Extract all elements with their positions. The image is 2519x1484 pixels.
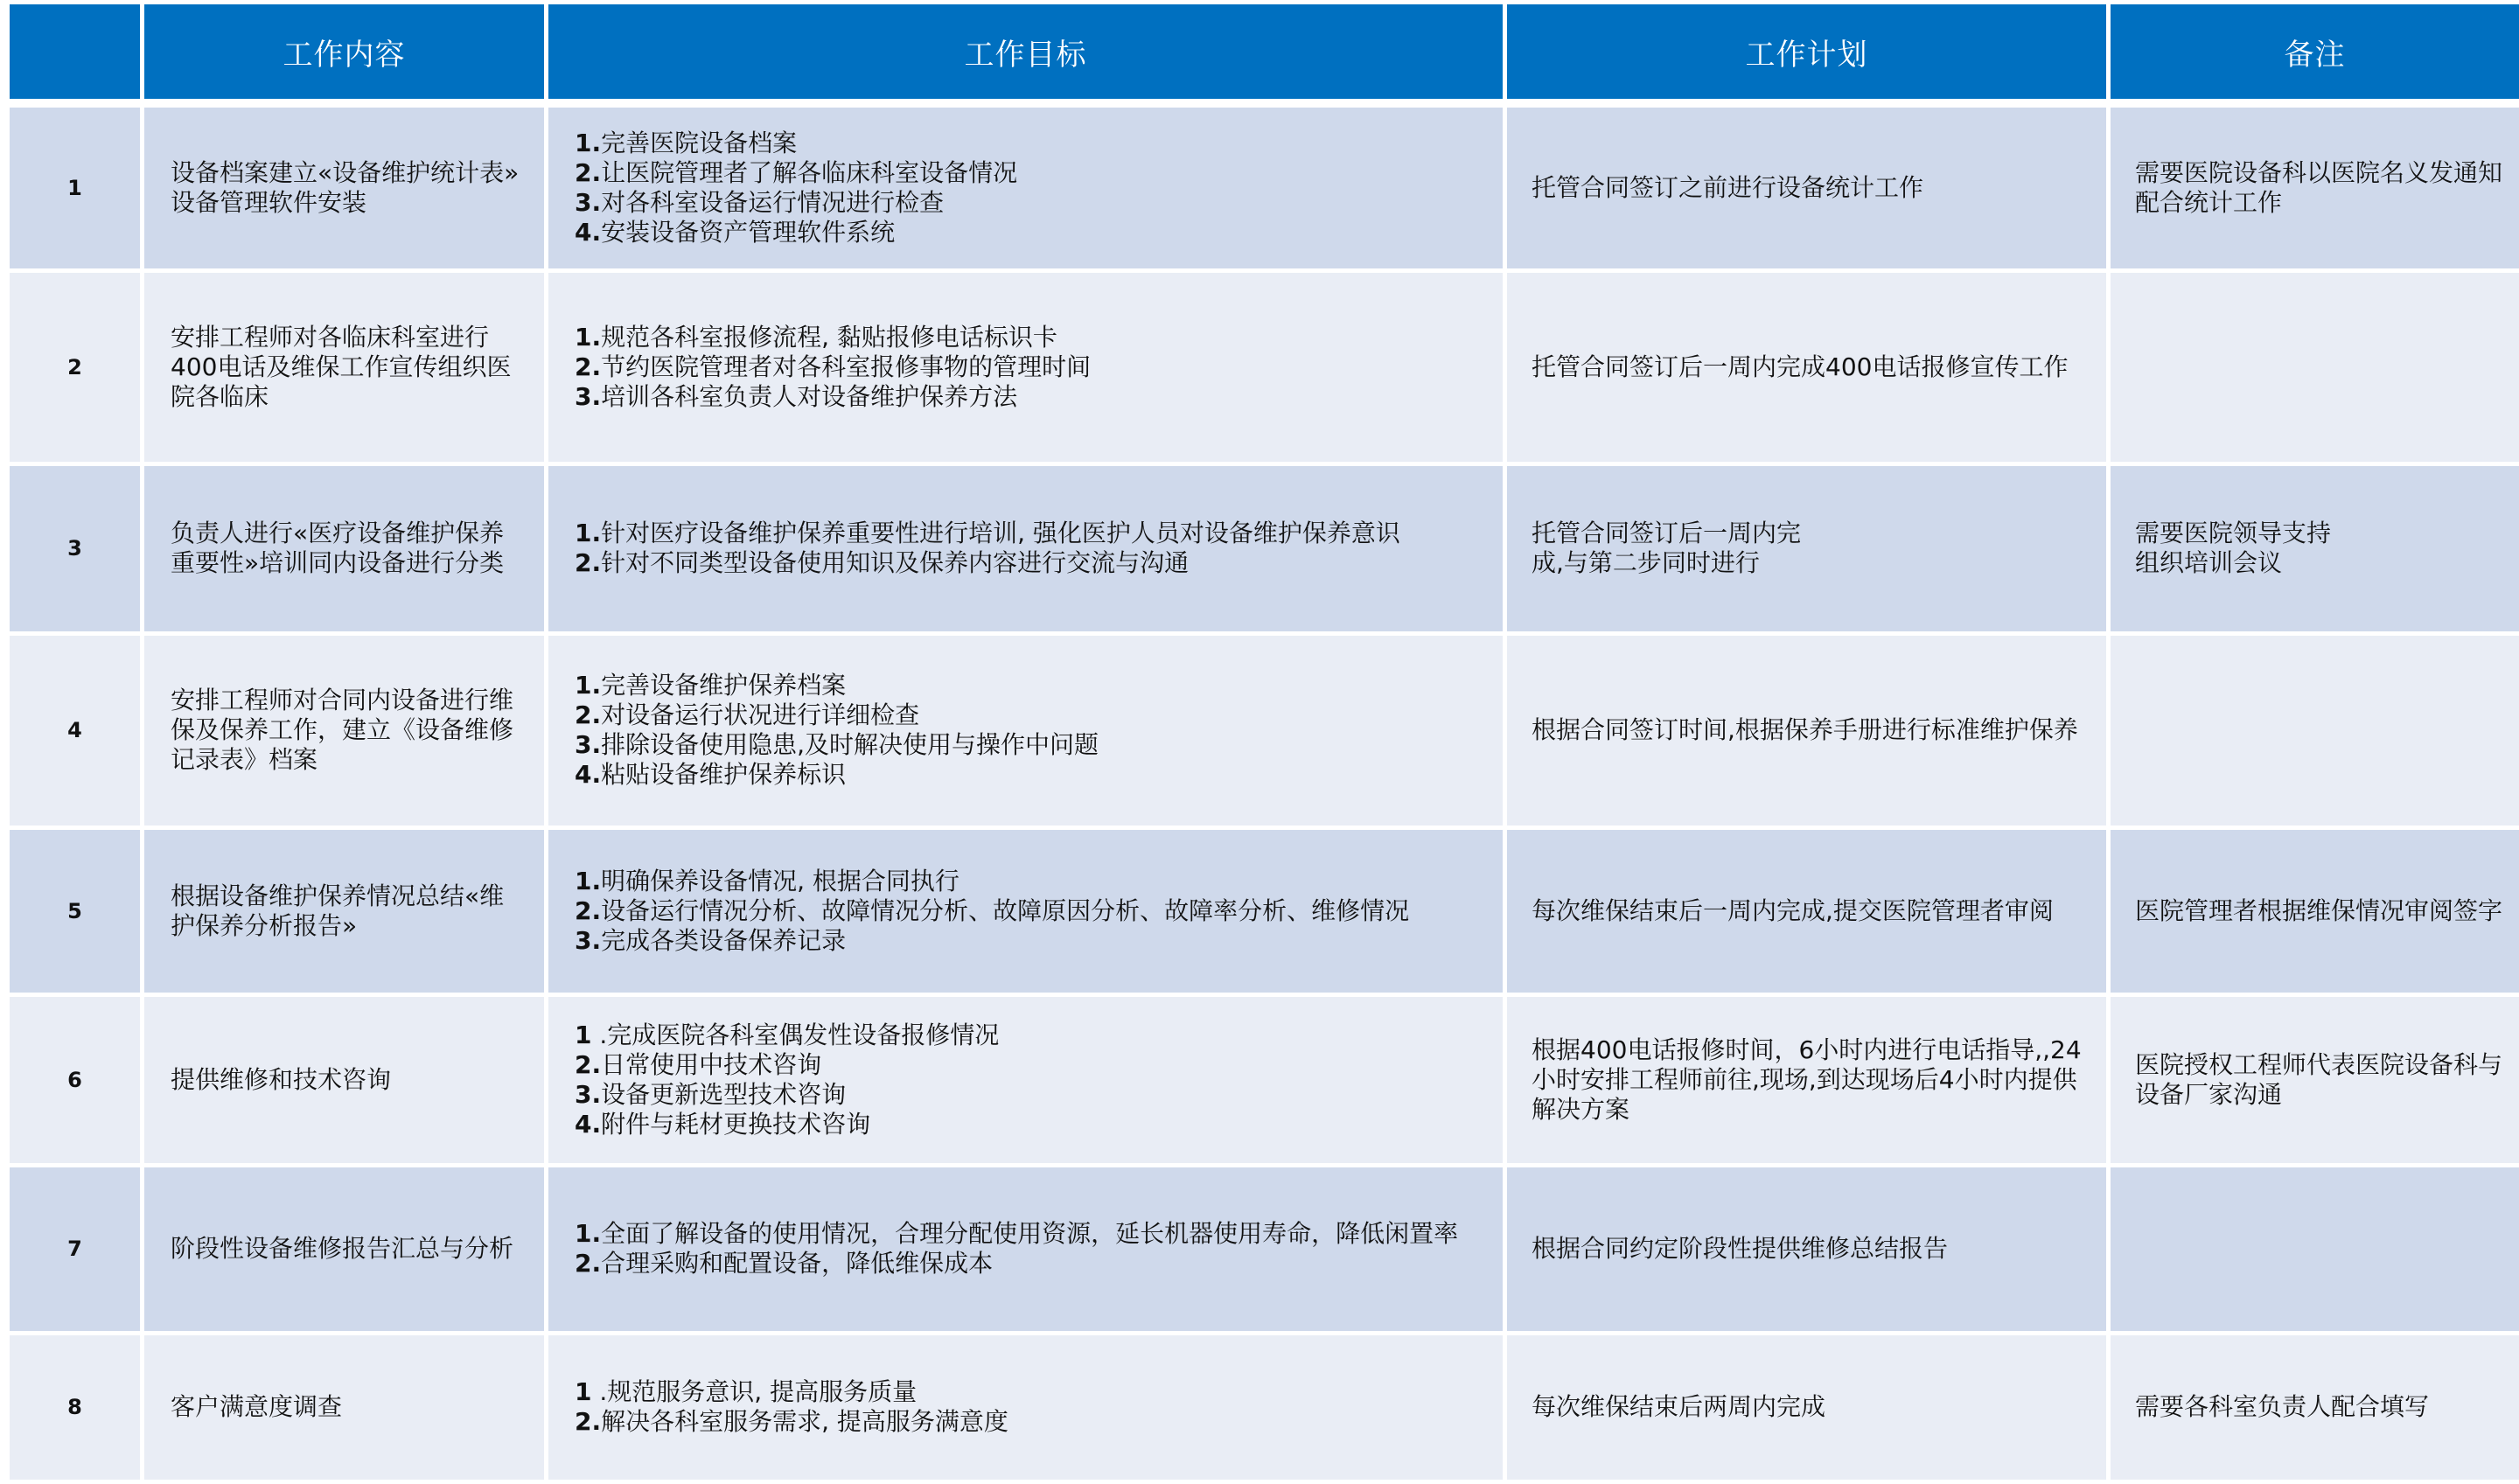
task-line: 根据设备维护保养情况总结«维 (171, 881, 523, 911)
goal-item-text: .完成医院各科室偶发性设备报修情况 (591, 1021, 999, 1049)
goal-item-number: 4. (575, 1110, 601, 1139)
goal-item-text: 日常使用中技术咨询 (601, 1050, 821, 1079)
note-cell (2109, 827, 2519, 994)
task-line: 保及保养工作，建立《设备维修 (171, 715, 523, 745)
table-body (8, 103, 2519, 1481)
task-line: 安排工程师对各临床科室进行 (171, 323, 523, 352)
table-row (8, 270, 2519, 463)
plan-line: 小时安排工程师前往,现场,到达现场后4小时内提供 (1532, 1065, 2089, 1095)
task-cell (143, 270, 547, 463)
note-line: 需要各科室负责人配合填写 (2135, 1392, 2510, 1422)
goal-cell (547, 103, 1505, 270)
goal-item-text: 对设备运行状况进行详细检查 (601, 700, 919, 729)
goal-item-text: 针对医疗设备维护保养重要性进行培训, 强化医护人员对设备维护保养意识 (601, 519, 1400, 547)
goal-item-number: 1. (575, 1219, 601, 1248)
plan-line: 解决方案 (1532, 1095, 2089, 1125)
row-number: 2 (8, 270, 143, 463)
table-row (8, 1333, 2519, 1481)
task-line: 400电话及维保工作宣传组织医 (171, 352, 523, 382)
task-line: 设备管理软件安装 (171, 188, 523, 218)
plan-cell (1505, 633, 2109, 827)
goal-item-text: 明确保养设备情况, 根据合同执行 (601, 867, 959, 895)
goal-item (575, 730, 1485, 760)
goal-item-text: .规范服务意识, 提高服务质量 (591, 1377, 917, 1406)
work-plan-table (5, 0, 2519, 1484)
plan-line: 根据400电话报修时间，6小时内进行电话指导,,24 (1532, 1035, 2089, 1065)
goal-cell (547, 827, 1505, 994)
goal-cell (547, 994, 1505, 1165)
goal-item-text: 规范各科室报修流程, 黏贴报修电话标识卡 (601, 323, 1057, 352)
goal-item-text: 完善医院设备档案 (601, 129, 797, 157)
task-cell (143, 633, 547, 827)
task-line: 设备档案建立«设备维护统计表» (171, 158, 523, 188)
goal-item (575, 158, 1485, 188)
goal-cell (547, 1165, 1505, 1333)
table-row (8, 1165, 2519, 1333)
task-line: 护保养分析报告» (171, 911, 523, 941)
task-cell (143, 1165, 547, 1333)
task-line: 客户满意度调查 (171, 1392, 523, 1422)
goal-item (575, 700, 1485, 730)
goal-cell (547, 463, 1505, 633)
goal-item (575, 926, 1485, 956)
goal-item (575, 129, 1485, 158)
header-row (8, 3, 2519, 104)
goal-item (575, 1219, 1485, 1249)
goal-item (575, 760, 1485, 790)
goal-cell (547, 270, 1505, 463)
header-note: 备注 (2109, 3, 2519, 104)
table-row (8, 633, 2519, 827)
goal-item (575, 352, 1485, 382)
note-line: 医院管理者根据维保情况审阅签字 (2135, 896, 2510, 926)
plan-cell (1505, 1165, 2109, 1333)
note-cell (2109, 994, 2519, 1165)
goal-item-number: 2. (575, 896, 601, 925)
goal-cell (547, 633, 1505, 827)
note-cell (2109, 633, 2519, 827)
task-line: 院各临床 (171, 382, 523, 412)
note-cell (2109, 463, 2519, 633)
header-number (8, 3, 143, 104)
goal-item-number: 1 (575, 1377, 591, 1406)
note-cell (2109, 103, 2519, 270)
note-line: 需要医院设备科以医院名义发通知 (2135, 158, 2510, 188)
goal-item-number: 1. (575, 671, 601, 700)
goal-item-text: 安装设备资产管理软件系统 (601, 218, 895, 247)
goal-item (575, 188, 1485, 218)
goal-item-text: 针对不同类型设备使用知识及保养内容进行交流与沟通 (601, 548, 1189, 577)
goal-item (575, 218, 1485, 247)
row-number: 5 (8, 827, 143, 994)
goal-item-text: 粘贴设备维护保养标识 (601, 760, 846, 789)
goal-item-text: 让医院管理者了解各临床科室设备情况 (601, 158, 1017, 187)
task-cell (143, 463, 547, 633)
plan-cell (1505, 103, 2109, 270)
table-row (8, 463, 2519, 633)
goal-item (575, 519, 1485, 548)
row-number: 1 (8, 103, 143, 270)
task-line: 阶段性设备维修报告汇总与分析 (171, 1234, 523, 1264)
goal-item-text: 附件与耗材更换技术咨询 (601, 1110, 870, 1139)
goal-item (575, 1377, 1485, 1407)
goal-item-text: 合理采购和配置设备，降低维保成本 (601, 1249, 993, 1278)
header-goal: 工作目标 (547, 3, 1505, 104)
task-cell (143, 103, 547, 270)
task-cell (143, 994, 547, 1165)
note-cell (2109, 270, 2519, 463)
goal-item-number: 2. (575, 1249, 601, 1278)
goal-item-text: 培训各科室负责人对设备维护保养方法 (601, 382, 1017, 411)
note-line: 组织培训会议 (2135, 548, 2510, 578)
goal-item (575, 323, 1485, 352)
task-line: 记录表》档案 (171, 745, 523, 775)
goal-item-number: 3. (575, 1080, 601, 1109)
goal-item (575, 671, 1485, 700)
goal-item (575, 1407, 1485, 1437)
task-cell (143, 827, 547, 994)
plan-cell (1505, 994, 2109, 1165)
plan-line: 托管合同签订后一周内完成400电话报修宣传工作 (1532, 352, 2089, 382)
plan-line: 根据合同签订时间,根据保养手册进行标准维护保养 (1532, 715, 2089, 745)
goal-item-number: 2. (575, 1050, 601, 1079)
goal-item (575, 896, 1485, 926)
note-line: 配合统计工作 (2135, 188, 2510, 218)
goal-item-number: 3. (575, 188, 601, 217)
goal-item-number: 4. (575, 760, 601, 789)
goal-item-text: 排除设备使用隐患,及时解决使用与操作中问题 (601, 730, 1099, 759)
goal-item-number: 2. (575, 1407, 601, 1436)
plan-cell (1505, 1333, 2109, 1481)
goal-item-number: 4. (575, 218, 601, 247)
plan-cell (1505, 270, 2109, 463)
goal-item-number: 1. (575, 129, 601, 157)
goal-item (575, 1110, 1485, 1139)
table-row (8, 994, 2519, 1165)
task-line: 安排工程师对合同内设备进行维 (171, 686, 523, 715)
plan-cell (1505, 827, 2109, 994)
goal-item (575, 1080, 1485, 1110)
note-cell (2109, 1165, 2519, 1333)
goal-item-text: 解决各科室服务需求, 提高服务满意度 (601, 1407, 1008, 1436)
note-cell (2109, 1333, 2519, 1481)
goal-item-number: 3. (575, 382, 601, 411)
task-cell (143, 1333, 547, 1481)
plan-line: 每次维保结束后两周内完成 (1532, 1392, 2089, 1422)
row-number: 7 (8, 1165, 143, 1333)
note-line: 设备厂家沟通 (2135, 1080, 2510, 1110)
plan-line: 每次维保结束后一周内完成,提交医院管理者审阅 (1532, 896, 2089, 926)
row-number: 6 (8, 994, 143, 1165)
goal-item-number: 3. (575, 730, 601, 759)
goal-item (575, 548, 1485, 578)
plan-line: 成,与第二步同时进行 (1532, 548, 2089, 578)
table-row (8, 103, 2519, 270)
goal-item-text: 设备运行情况分析、故障情况分析、故障原因分析、故障率分析、维修情况 (601, 896, 1409, 925)
goal-item-number: 1. (575, 519, 601, 547)
goal-item (575, 1050, 1485, 1080)
header-task: 工作内容 (143, 3, 547, 104)
task-line: 提供维修和技术咨询 (171, 1065, 523, 1095)
goal-item (575, 1021, 1485, 1050)
goal-item (575, 382, 1485, 412)
goal-item-number: 2. (575, 548, 601, 577)
plan-line: 根据合同约定阶段性提供维修总结报告 (1532, 1234, 2089, 1264)
row-number: 4 (8, 633, 143, 827)
goal-item-text: 对各科室设备运行情况进行检查 (601, 188, 944, 217)
note-line: 医院授权工程师代表医院设备科与 (2135, 1050, 2510, 1080)
goal-item (575, 1249, 1485, 1278)
goal-item-text: 设备更新选型技术咨询 (601, 1080, 846, 1109)
plan-line: 托管合同签订后一周内完 (1532, 519, 2089, 548)
note-line: 需要医院领导支持 (2135, 519, 2510, 548)
task-line: 负责人进行«医疗设备维护保养 (171, 519, 523, 548)
row-number: 3 (8, 463, 143, 633)
goal-item-number: 3. (575, 926, 601, 955)
plan-line: 托管合同签订之前进行设备统计工作 (1532, 173, 2089, 203)
goal-item-number: 1. (575, 867, 601, 895)
plan-cell (1505, 463, 2109, 633)
goal-item-text: 节约医院管理者对各科室报修事物的管理时间 (601, 352, 1091, 381)
task-line: 重要性»培训同内设备进行分类 (171, 548, 523, 578)
goal-item-number: 2. (575, 158, 601, 187)
goal-item-number: 2. (575, 700, 601, 729)
goal-item-number: 1 (575, 1021, 591, 1049)
goal-item (575, 867, 1485, 896)
goal-item-number: 2. (575, 352, 601, 381)
goal-item-text: 完善设备维护保养档案 (601, 671, 846, 700)
header-plan: 工作计划 (1505, 3, 2109, 104)
goal-item-number: 1. (575, 323, 601, 352)
goal-item-text: 全面了解设备的使用情况，合理分配使用资源，延长机器使用寿命，降低闲置率 (601, 1219, 1458, 1248)
goal-item-text: 完成各类设备保养记录 (601, 926, 846, 955)
table-row (8, 827, 2519, 994)
row-number: 8 (8, 1333, 143, 1481)
goal-cell (547, 1333, 1505, 1481)
